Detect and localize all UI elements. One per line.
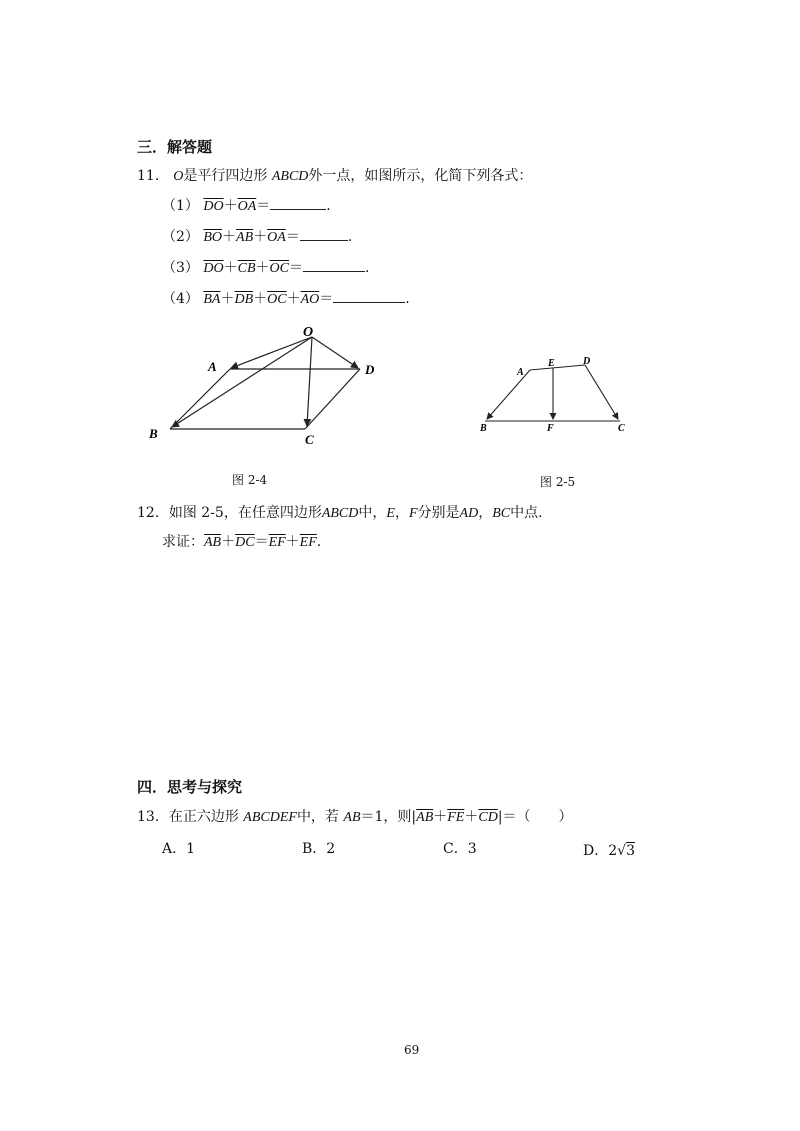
question-11-stem [137, 165, 532, 185]
section-four-title: 四．思考与探究 [137, 778, 243, 796]
label-c: C [305, 432, 314, 447]
item-number: （4） [162, 291, 199, 307]
plus-sign: ＋ [223, 198, 238, 214]
label-b: B [149, 426, 158, 441]
label-f: F [547, 423, 554, 434]
question-11-text-2: 外一点，如图所示，化简下列各式： [308, 168, 533, 184]
segment-ab [170, 369, 230, 429]
period: . [316, 534, 322, 550]
shape-abcd: ABCD [271, 169, 309, 184]
option-value: 2 [326, 841, 336, 857]
vector-ab: $\overline{AB}$ [416, 810, 434, 825]
question-12-number: 12． [137, 505, 169, 521]
question-12-text-4: 中点. [510, 505, 543, 521]
vector-term: $\overline{OC}$ [269, 261, 289, 276]
option-a[interactable] [162, 838, 195, 858]
plus-sign: ＋ [286, 291, 301, 307]
label-o: O [303, 325, 314, 340]
prove-label: 求证： [162, 534, 204, 550]
equals-sign: ＝ [285, 229, 300, 245]
vector-term: $\overline{BO}$ [203, 230, 223, 245]
question-13-text-2: 中，若 [296, 809, 339, 825]
segment-dc [305, 369, 360, 429]
question-11-item-2 [162, 226, 352, 246]
point-o: O [173, 169, 184, 184]
period: . [364, 260, 370, 276]
page-number: 69 [404, 1043, 420, 1057]
point-e: E [386, 506, 395, 521]
option-value: 2 [608, 843, 618, 859]
sqrt-sign: √ [617, 843, 627, 859]
item-number: （3） [162, 260, 199, 276]
label-e: E [548, 358, 555, 369]
label-a: A [208, 359, 217, 374]
question-11-number: 11． [137, 168, 169, 184]
comma: ， [394, 505, 409, 521]
vector-term: $\overline{OA}$ [267, 230, 286, 245]
equals-sign: ＝ [319, 291, 334, 307]
equals-sign: ＝ [256, 198, 271, 214]
answer-blank[interactable] [333, 290, 405, 303]
vector-term: $\overline{BA}$ [203, 292, 221, 307]
question-12-text-1: 如图 2-5，在任意四边形 [168, 505, 322, 521]
question-13-number: 13． [137, 809, 169, 825]
vector-term: $\overline{DB}$ [234, 292, 254, 307]
label-d: D [583, 356, 591, 367]
answer-blank[interactable] [270, 197, 326, 210]
vector-fe: $\overline{FE}$ [447, 810, 465, 825]
comma: ， [478, 505, 493, 521]
vector-cd: $\overline{CD}$ [478, 810, 498, 825]
vector-od [312, 337, 358, 368]
option-c[interactable] [443, 838, 477, 858]
plus-sign: ＋ [223, 260, 238, 276]
figure-2-5-diagram [475, 355, 635, 440]
equals-sign: ＝ [254, 534, 269, 550]
period: . [347, 229, 353, 245]
plus-sign: ＋ [221, 534, 236, 550]
question-12-text-3: 分别是 [417, 505, 460, 521]
question-11-item-1 [162, 195, 331, 215]
vector-term: $\overline{DO}$ [203, 199, 224, 214]
option-d[interactable] [583, 840, 635, 860]
vector-term: $\overline{DO}$ [203, 261, 224, 276]
label-d: D [365, 362, 375, 377]
vector-ab: $\overline{AB}$ [204, 535, 222, 550]
shape-abcd: ABCD [321, 506, 359, 521]
figure-2-4-diagram [140, 320, 400, 450]
plus-sign: ＋ [253, 229, 268, 245]
option-value: 3 [467, 841, 477, 857]
option-key: C． [443, 841, 468, 857]
vector-term: $\overline{AB}$ [236, 230, 254, 245]
question-13-text-1: 在正六边形 [168, 809, 239, 825]
answer-blank[interactable] [300, 228, 348, 241]
plus-sign: ＋ [285, 534, 300, 550]
condition-value: ＝1，则 [360, 809, 412, 825]
shape-abcdef: ABCDEF [243, 810, 297, 825]
question-12-proof [162, 531, 321, 551]
point-f: F [408, 506, 418, 521]
plus-sign: ＋ [464, 809, 479, 825]
vector-dc [585, 365, 618, 419]
option-b[interactable] [302, 838, 335, 858]
abs-bar-right: | [497, 809, 503, 825]
abs-bar-left: | [411, 809, 417, 825]
plus-sign: ＋ [433, 809, 448, 825]
label-b: B [480, 423, 487, 434]
vector-term: $\overline{OC}$ [267, 292, 287, 307]
vector-term: $\overline{AO}$ [300, 292, 320, 307]
question-12-text-2: 中， [358, 505, 387, 521]
option-key: B． [302, 841, 327, 857]
item-number: （2） [162, 229, 199, 245]
plus-sign: ＋ [220, 291, 235, 307]
vector-ef: $\overline{EF}$ [268, 535, 286, 550]
vector-dc: $\overline{DC}$ [235, 535, 255, 550]
period: . [405, 291, 410, 307]
question-13-stem [137, 806, 573, 826]
vector-oc [307, 337, 312, 426]
vector-term: $\overline{CB}$ [237, 261, 256, 276]
vector-ef: $\overline{EF}$ [299, 535, 317, 550]
answer-blank[interactable] [303, 259, 365, 272]
vector-term: $\overline{OA}$ [237, 199, 257, 214]
section-three-title: 三．解答题 [137, 138, 213, 156]
question-11-item-3 [162, 257, 369, 277]
period: . [326, 198, 331, 214]
option-key: D． [583, 843, 609, 859]
item-number: （1） [162, 198, 199, 214]
label-c: C [618, 423, 625, 434]
segment-bc-text: BC [492, 506, 511, 521]
segment-ad-text: AD [459, 506, 479, 521]
plus-sign: ＋ [222, 229, 237, 245]
sqrt-radicand: 3 [626, 843, 635, 859]
segment-ad-top [530, 365, 585, 370]
plus-sign: ＋ [253, 291, 268, 307]
vector-ob [172, 337, 312, 427]
option-key: A． [162, 841, 187, 857]
condition-ab: AB [343, 810, 361, 825]
question-12-stem [137, 502, 543, 522]
label-a: A [517, 367, 524, 378]
figure-2-5-caption: 图 2-5 [540, 475, 576, 489]
question-13-tail: ＝（ ） [502, 809, 573, 825]
equals-sign: ＝ [288, 260, 303, 276]
figure-2-4-caption: 图 2-4 [232, 473, 268, 487]
plus-sign: ＋ [255, 260, 270, 276]
option-value: 1 [186, 841, 196, 857]
question-11-item-4 [162, 288, 410, 308]
question-11-text-1: 是平行四边形 [183, 168, 268, 184]
